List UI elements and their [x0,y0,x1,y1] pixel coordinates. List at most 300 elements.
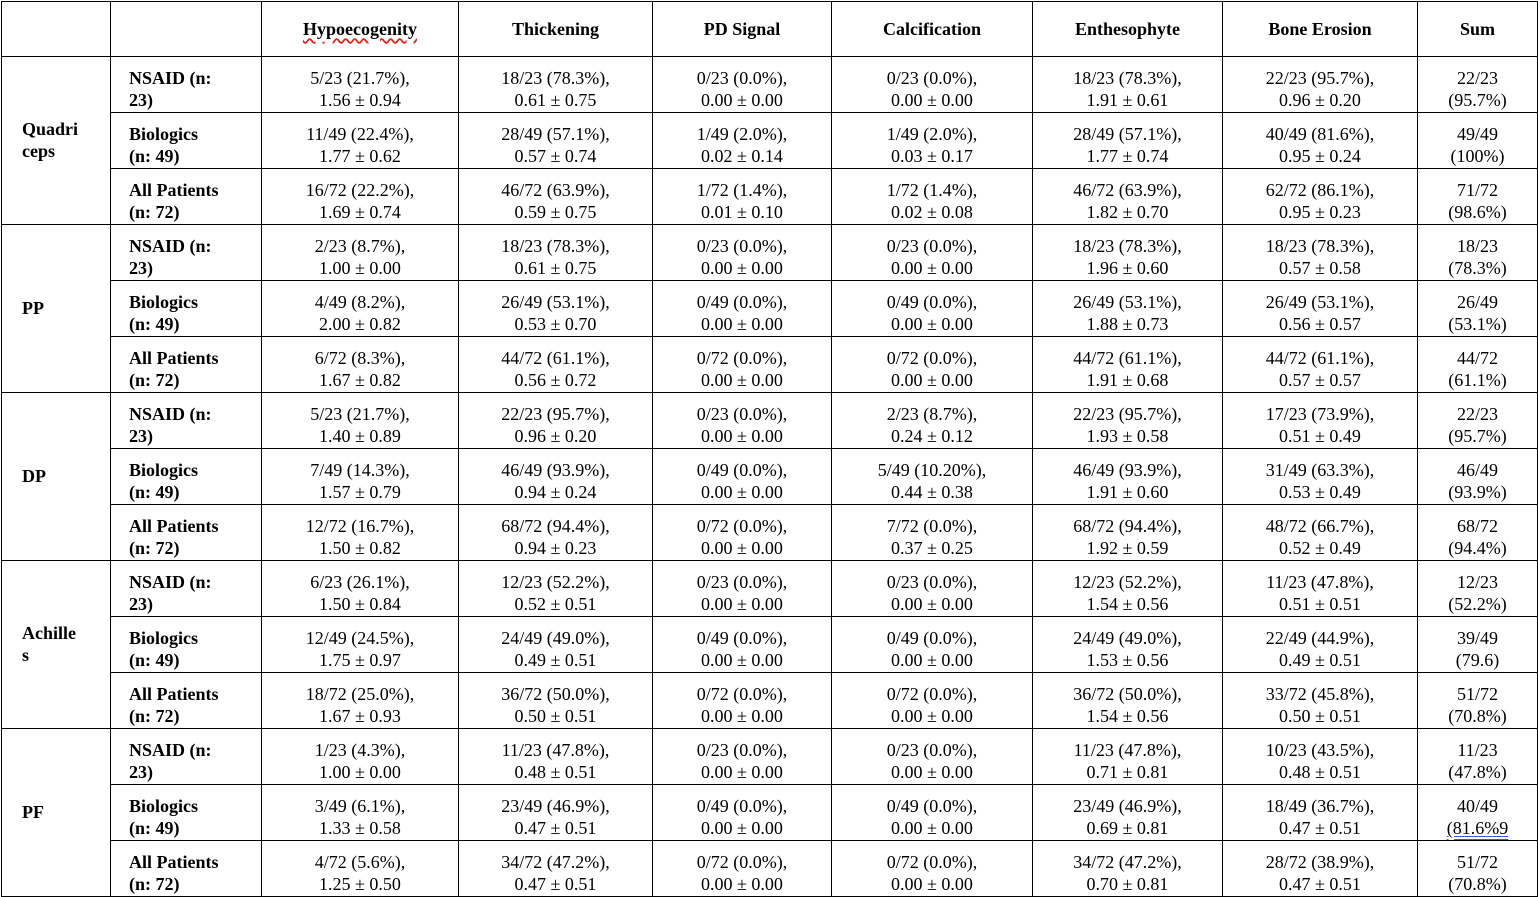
cell-line: 10/23 (43.5%), [1265,740,1375,760]
value-cell [832,785,1033,841]
cell-line: 44/72 (61.1%), [1265,348,1375,368]
value-cell [262,561,459,617]
cell-line: 1.77 ± 0.74 [1086,146,1169,166]
cell-line: 1.92 ± 0.59 [1086,538,1169,558]
cell-line: 0.00 ± 0.00 [891,762,973,782]
sum-cell [1418,449,1538,505]
value-cell [653,617,832,673]
cell-line: All Patients [129,852,219,872]
table-row [2,281,1538,337]
value-cell [1223,337,1418,393]
value-cell [1223,561,1418,617]
cell-line: 11/23 [1457,740,1498,760]
cell-line: DP [22,466,46,486]
cell-line: (93.9%) [1448,482,1507,502]
cell-line: 68/72 (94.4%), [501,516,610,536]
cell-line: 0.00 ± 0.00 [701,538,783,558]
value-cell [459,729,653,785]
table-row [2,617,1538,673]
header-sum: Sum [1418,2,1538,57]
cell-line: 1.00 ± 0.00 [319,762,401,782]
cell-line: Biologics [129,796,199,816]
cell-line: 0.71 ± 0.81 [1086,762,1169,782]
table-row [2,449,1538,505]
cell-line: 0.00 ± 0.00 [701,818,783,838]
site-label [2,57,111,225]
cell-line: 5/49 (10.20%), [877,460,987,480]
cell-line: 6/23 (26.1%), [310,572,410,592]
cell-line: 0.53 ± 0.70 [514,314,597,334]
cell-line: All Patients [129,180,219,200]
value-cell [653,113,832,169]
value-cell [653,169,832,225]
cell-line: 1.82 ± 0.70 [1086,202,1169,222]
cell-line: 1.54 ± 0.56 [1086,594,1169,614]
value-cell [1223,673,1418,729]
cell-line: 0.52 ± 0.49 [1279,538,1361,558]
cell-line: 4/72 (5.6%), [314,852,406,872]
cell-line: NSAID (n: [129,68,212,88]
value-cell [459,617,653,673]
sum-cell [1418,729,1538,785]
header-enthesophyte: Enthesophyte [1033,2,1223,57]
cell-line: 2.00 ± 0.82 [319,314,401,334]
value-cell [262,57,459,113]
cell-line: 26/49 [1456,292,1498,312]
cell-line: 7/72 (0.0%), [886,516,978,536]
site-label [2,393,111,561]
value-cell [1033,841,1223,897]
cell-line: 23/49 (46.9%), [1073,796,1182,816]
cell-line: 16/72 (22.2%), [305,180,415,200]
value-cell [262,393,459,449]
cell-line: 1.93 ± 0.58 [1086,426,1169,446]
table-row [2,785,1538,841]
cell-line: 26/49 (53.1%), [501,292,610,312]
cell-line: 34/72 (47.2%), [1073,852,1182,872]
cell-line: 0.57 ± 0.57 [1279,370,1361,390]
cell-line: 1.54 ± 0.56 [1086,706,1169,726]
cell-line: 0/72 (0.0%), [886,684,978,704]
value-cell [653,841,832,897]
value-cell [459,57,653,113]
cell-line: 0/23 (0.0%), [696,404,788,424]
cell-line: 36/72 (50.0%), [501,684,610,704]
cell-line: 7/49 (14.3%), [310,460,410,480]
cell-line: 0/23 (0.0%), [886,740,978,760]
cell-line: 1.75 ± 0.97 [319,650,401,670]
value-cell [459,841,653,897]
cell-line: 36/72 (50.0%), [1073,684,1182,704]
cell-line: 1.96 ± 0.60 [1086,258,1169,278]
value-cell [1033,57,1223,113]
cell-line: 0/49 (0.0%), [886,796,978,816]
cell-line: 62/72 (86.1%), [1265,180,1375,200]
cell-line: 18/23 (78.3%), [1073,68,1182,88]
value-cell [653,337,832,393]
cell-line: 0.59 ± 0.75 [514,202,597,222]
cell-line: 2/23 (8.7%), [886,404,978,424]
value-cell [262,505,459,561]
cell-line: 0.00 ± 0.00 [701,762,783,782]
cell-line: 0.49 ± 0.51 [1279,650,1361,670]
cell-line: 0.47 ± 0.51 [514,874,597,894]
cell-line: 0.52 ± 0.51 [514,594,597,614]
cell-line: 68/72 [1456,516,1498,536]
cell-line: 28/49 (57.1%), [501,124,610,144]
value-cell [1033,113,1223,169]
cell-line: 0.00 ± 0.00 [891,370,973,390]
cell-line: NSAID (n: [129,572,212,592]
cell-line: 1.88 ± 0.73 [1086,314,1169,334]
cell-line: All Patients [129,684,219,704]
site-label [2,225,111,393]
cell-line: Achille [22,623,76,643]
cell-line: 0/49 (0.0%), [696,292,788,312]
value-cell [832,729,1033,785]
cell-line: 11/23 (47.8%), [1266,572,1374,592]
sum-cell [1418,57,1538,113]
value-cell [1223,281,1418,337]
value-cell [832,281,1033,337]
cell-line: (n: 72) [129,370,180,390]
cell-line: 0.50 ± 0.51 [1279,706,1361,726]
value-cell [459,785,653,841]
cell-line: 0.02 ± 0.14 [701,146,783,166]
table-row [2,393,1538,449]
value-cell [1223,57,1418,113]
value-cell [262,113,459,169]
value-cell [653,225,832,281]
header-bone-erosion: Bone Erosion [1223,2,1418,57]
cell-line: 0.00 ± 0.00 [701,482,783,502]
cell-line: 28/72 (38.9%), [1265,852,1375,872]
cell-line: (70.8%) [1448,706,1507,726]
cell-line: 11/23 (47.8%), [501,740,610,760]
cell-line: 0/49 (0.0%), [886,628,978,648]
cell-line: 28/49 (57.1%), [1073,124,1182,144]
sum-cell [1418,169,1538,225]
value-cell [1223,505,1418,561]
cell-line: 0.94 ± 0.23 [514,538,597,558]
cell-line: (n: 49) [129,146,180,166]
cell-line: 18/23 [1456,236,1498,256]
cell-line: 51/72 [1456,852,1498,872]
cell-line: 0.53 ± 0.49 [1279,482,1361,502]
value-cell [1033,169,1223,225]
cell-line: (95.7%) [1448,426,1507,446]
cell-line: Biologics [129,292,199,312]
cell-line: 68/72 (94.4%), [1073,516,1182,536]
value-cell [262,281,459,337]
cell-line: PP [22,298,44,318]
cell-line: 40/49 (81.6%), [1265,124,1375,144]
cell-line: 46/49 (93.9%), [501,460,610,480]
cell-line: 0/23 (0.0%), [886,68,978,88]
cell-line: 0.95 ± 0.23 [1279,202,1361,222]
cell-line: 0.00 ± 0.00 [891,258,973,278]
cell-line: (81.6%9 [1446,818,1509,838]
cell-line: 1.33 ± 0.58 [319,818,401,838]
cell-line: 1/49 (2.0%), [886,124,978,144]
cell-line: 17/23 (73.9%), [1265,404,1375,424]
cell-line: 0.01 ± 0.10 [701,202,783,222]
cell-line: 0.51 ± 0.49 [1279,426,1361,446]
group-label [111,841,262,897]
value-cell [653,281,832,337]
cell-line: 0.00 ± 0.00 [891,594,973,614]
cell-line: 0/72 (0.0%), [696,516,788,536]
cell-line: 0.47 ± 0.51 [1279,874,1361,894]
cell-line: (n: 72) [129,538,180,558]
value-cell [832,841,1033,897]
value-cell [653,785,832,841]
cell-line: 0.00 ± 0.00 [701,90,783,110]
cell-line: (100%) [1450,146,1505,166]
header-calcification: Calcification [832,2,1033,57]
value-cell [1033,393,1223,449]
value-cell [459,113,653,169]
value-cell [459,169,653,225]
value-cell [1033,617,1223,673]
value-cell [459,673,653,729]
value-cell [1223,449,1418,505]
cell-line: 0.56 ± 0.72 [514,370,597,390]
cell-line: NSAID (n: [129,236,212,256]
cell-line: 12/49 (24.5%), [305,628,415,648]
cell-line: 11/23 (47.8%), [1073,740,1182,760]
header-row [2,2,1538,57]
cell-line: 22/49 (44.9%), [1265,628,1375,648]
cell-line: 5/23 (21.7%), [310,68,410,88]
cell-line: 44/72 [1456,348,1498,368]
cell-line: (n: 72) [129,706,180,726]
cell-line: 1.69 ± 0.74 [319,202,401,222]
cell-line: 18/72 (25.0%), [305,684,415,704]
cell-line: 34/72 (47.2%), [501,852,610,872]
value-cell [1223,729,1418,785]
cell-line: 46/49 [1456,460,1498,480]
cell-line: 0.00 ± 0.00 [701,426,783,446]
cell-line: 0.24 ± 0.12 [891,426,973,446]
cell-line: 0/49 (0.0%), [696,460,788,480]
sum-cell [1418,617,1538,673]
value-cell [262,673,459,729]
cell-line: 33/72 (45.8%), [1265,684,1375,704]
group-label [111,673,262,729]
site-label [2,729,111,897]
cell-line: 0/72 (0.0%), [696,684,788,704]
header-pd-signal: PD Signal [653,2,832,57]
cell-line: 12/23 [1456,572,1498,592]
cell-line: 1.00 ± 0.00 [319,258,401,278]
header-hypoecogenity: Hypoecogenity [262,2,459,57]
cell-line: (n: 49) [129,482,180,502]
cell-line: 0.95 ± 0.24 [1279,146,1361,166]
cell-line: 1.25 ± 0.50 [319,874,401,894]
header-blank-group [111,2,262,57]
cell-line: 1/72 (1.4%), [696,180,788,200]
cell-line: (61.1%) [1448,370,1507,390]
value-cell [262,841,459,897]
value-cell [1033,337,1223,393]
cell-line: s [22,645,30,665]
cell-line: Biologics [129,628,199,648]
table-row [2,673,1538,729]
value-cell [1223,785,1418,841]
cell-line: 46/49 (93.9%), [1073,460,1182,480]
cell-line: 1.40 ± 0.89 [319,426,401,446]
header-blank-site [2,2,111,57]
cell-line: (47.8%) [1448,762,1507,782]
cell-line: 44/72 (61.1%), [501,348,610,368]
cell-line: 23/49 (46.9%), [501,796,610,816]
value-cell [262,169,459,225]
value-cell [262,449,459,505]
table-row [2,337,1538,393]
cell-line: 12/23 (52.2%), [501,572,610,592]
cell-line: 0/72 (0.0%), [696,348,788,368]
cell-line: 0.44 ± 0.38 [891,482,973,502]
group-label [111,449,262,505]
cell-line: 0/23 (0.0%), [696,572,788,592]
value-cell [459,449,653,505]
cell-line: (53.1%) [1448,314,1507,334]
cell-line: (98.6%) [1448,202,1507,222]
cell-line: 26/49 (53.1%), [1073,292,1182,312]
cell-line: 3/49 (6.1%), [314,796,406,816]
cell-line: 23) [129,594,153,614]
table-row [2,505,1538,561]
cell-line: 0.47 ± 0.51 [514,818,597,838]
sum-cell [1418,561,1538,617]
cell-line: 22/23 (95.7%), [501,404,610,424]
cell-line: 18/23 (78.3%), [1073,236,1182,256]
value-cell [459,561,653,617]
value-cell [832,57,1033,113]
value-cell [832,393,1033,449]
cell-line: 0/49 (0.0%), [696,796,788,816]
group-label [111,617,262,673]
cell-line: 1/49 (2.0%), [696,124,788,144]
cell-line: (n: 49) [129,314,180,334]
cell-line: 11/49 (22.4%), [306,124,414,144]
cell-line: 0.56 ± 0.57 [1279,314,1361,334]
table-row [2,57,1538,113]
cell-line: (79.6) [1455,650,1500,670]
sum-cell [1418,225,1538,281]
cell-line: 0.94 ± 0.24 [514,482,597,502]
table-body [2,57,1538,897]
value-cell [1223,617,1418,673]
value-cell [832,449,1033,505]
cell-line: 0/49 (0.0%), [886,292,978,312]
cell-line: 2/23 (8.7%), [314,236,406,256]
sum-cell [1418,113,1538,169]
header-thickening: Thickening [459,2,653,57]
cell-line: 0.47 ± 0.51 [1279,818,1361,838]
cell-line: 26/49 (53.1%), [1265,292,1375,312]
value-cell [1223,169,1418,225]
group-label [111,113,262,169]
cell-line: 0.61 ± 0.75 [514,90,597,110]
cell-line: 0.00 ± 0.00 [701,650,783,670]
cell-line: 1.67 ± 0.93 [319,706,401,726]
value-cell [262,785,459,841]
value-cell [653,673,832,729]
cell-line: (n: 72) [129,874,180,894]
value-cell [832,337,1033,393]
cell-line: 31/49 (63.3%), [1265,460,1375,480]
group-label [111,505,262,561]
value-cell [1223,841,1418,897]
group-label [111,169,262,225]
cell-line: 12/72 (16.7%), [305,516,415,536]
cell-line: 0.70 ± 0.81 [1086,874,1169,894]
cell-line: 0.96 ± 0.20 [1279,90,1361,110]
table-row [2,561,1538,617]
value-cell [1223,113,1418,169]
cell-line: 1.91 ± 0.60 [1086,482,1169,502]
cell-line: 1.57 ± 0.79 [319,482,401,502]
cell-line: (95.7%) [1448,90,1507,110]
cell-line: 0.49 ± 0.51 [514,650,597,670]
value-cell [459,337,653,393]
cell-line: 0.48 ± 0.51 [1279,762,1361,782]
cell-line: 18/23 (78.3%), [501,236,610,256]
value-cell [1223,225,1418,281]
cell-line: 1.91 ± 0.61 [1086,90,1169,110]
cell-line: 1.77 ± 0.62 [319,146,401,166]
cell-line: 49/49 [1456,124,1498,144]
value-cell [459,393,653,449]
group-label [111,337,262,393]
value-cell [459,225,653,281]
cell-line: 0.00 ± 0.00 [891,874,973,894]
value-cell [1033,673,1223,729]
sum-cell [1418,673,1538,729]
cell-line: ceps [22,141,55,161]
cell-line: All Patients [129,348,219,368]
cell-line: 0.00 ± 0.00 [891,314,973,334]
cell-line: 0/23 (0.0%), [696,236,788,256]
value-cell [459,281,653,337]
group-label [111,785,262,841]
cell-line: 44/72 (61.1%), [1073,348,1182,368]
cell-line: 18/23 (78.3%), [501,68,610,88]
value-cell [653,449,832,505]
value-cell [832,113,1033,169]
sum-cell [1418,505,1538,561]
cell-line: 1/72 (1.4%), [886,180,978,200]
value-cell [1033,561,1223,617]
cell-line: 48/72 (66.7%), [1265,516,1375,536]
cell-line: 0/72 (0.0%), [886,348,978,368]
cell-line: 1.50 ± 0.84 [319,594,401,614]
cell-line: 22/23 [1456,68,1498,88]
table-row [2,225,1538,281]
value-cell [832,169,1033,225]
value-cell [1033,281,1223,337]
value-cell [832,225,1033,281]
cell-line: 23) [129,90,153,110]
table-row [2,169,1538,225]
cell-line: 39/49 [1456,628,1498,648]
cell-line: 0.00 ± 0.00 [701,314,783,334]
value-cell [1033,505,1223,561]
cell-line: Biologics [129,124,199,144]
cell-line: 0.00 ± 0.00 [701,258,783,278]
